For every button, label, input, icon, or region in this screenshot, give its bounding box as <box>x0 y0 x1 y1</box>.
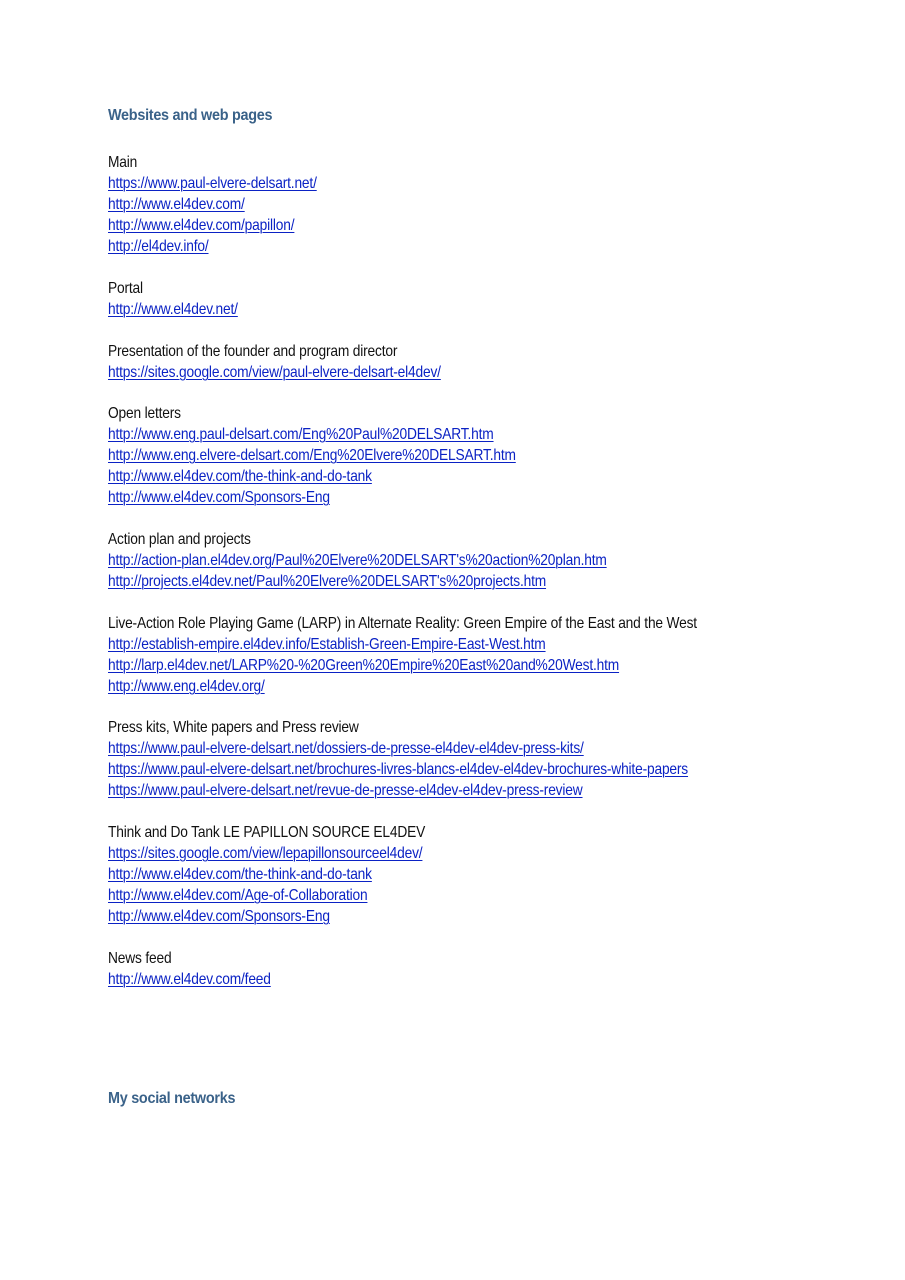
link[interactable]: http://www.el4dev.net/ <box>108 301 238 318</box>
section-label: Presentation of the founder and program director <box>108 343 398 360</box>
section-portal <box>108 278 259 320</box>
link[interactable]: http://www.eng.paul-delsart.com/Eng%20Paul%20DELSART.htm <box>108 426 494 443</box>
link[interactable]: http://www.el4dev.com/Sponsors-Eng <box>108 908 330 925</box>
heading-social-networks: My social networks <box>108 1090 236 1107</box>
link[interactable]: http://action-plan.el4dev.org/Paul%20Elvere%20DELSART's%20action%20plan.htm <box>108 552 607 569</box>
section-label: Main <box>108 154 138 171</box>
link[interactable]: http://www.eng.elvere-delsart.com/Eng%20Elvere%20DELSART.htm <box>108 447 516 464</box>
section-think-tank <box>108 822 477 927</box>
link[interactable]: http://projects.el4dev.net/Paul%20Elvere%20DELSART's%20projects.htm <box>108 573 547 590</box>
section-open-letters <box>108 403 582 508</box>
link[interactable]: http://www.el4dev.com/Sponsors-Eng <box>108 489 330 506</box>
section-label: Think and Do Tank LE PAPILLON SOURCE EL4DEV <box>108 824 426 841</box>
section-press <box>108 717 782 801</box>
section-label: News feed <box>108 950 172 967</box>
heading-websites: Websites and web pages <box>108 107 273 124</box>
link[interactable]: http://el4dev.info/ <box>108 238 209 255</box>
link[interactable]: http://establish-empire.el4dev.info/Establish-Green-Empire-East-West.htm <box>108 636 546 653</box>
section-label: Portal <box>108 280 143 297</box>
link[interactable]: http://www.el4dev.com/Age-of-Collaboration <box>108 887 368 904</box>
section-label: Action plan and projects <box>108 531 251 548</box>
link[interactable]: https://www.paul-elvere-delsart.net/ <box>108 175 317 192</box>
section-main <box>108 152 351 257</box>
section-action-plan <box>108 529 688 592</box>
link[interactable]: http://www.el4dev.com/feed <box>108 971 271 988</box>
link[interactable]: https://sites.google.com/view/paul-elvere-delsart-el4dev/ <box>108 364 441 381</box>
section-label: Open letters <box>108 405 181 422</box>
link[interactable]: https://www.paul-elvere-delsart.net/brochures-livres-blancs-el4dev-el4dev-brochures-white-papers <box>108 761 689 778</box>
link[interactable]: https://www.paul-elvere-delsart.net/dossiers-de-presse-el4dev-el4dev-press-kits/ <box>108 740 584 757</box>
link[interactable]: http://www.eng.el4dev.org/ <box>108 678 265 695</box>
link[interactable]: http://www.el4dev.com/the-think-and-do-tank <box>108 866 372 883</box>
section-larp <box>108 613 793 697</box>
link[interactable]: https://www.paul-elvere-delsart.net/revue-de-presse-el4dev-el4dev-press-review <box>108 782 583 799</box>
section-label: Live-Action Role Playing Game (LARP) in Alternate Reality: Green Empire of the East and the West <box>108 615 697 632</box>
link[interactable]: http://www.el4dev.com/papillon/ <box>108 217 295 234</box>
section-news-feed <box>108 948 297 990</box>
link[interactable]: https://sites.google.com/view/lepapillonsourceel4dev/ <box>108 845 423 862</box>
section-founder <box>108 341 495 383</box>
section-label: Press kits, White papers and Press review <box>108 719 359 736</box>
link[interactable]: http://www.el4dev.com/the-think-and-do-tank <box>108 468 372 485</box>
link[interactable]: http://larp.el4dev.net/LARP%20-%20Green%20Empire%20East%20and%20West.htm <box>108 657 620 674</box>
link[interactable]: http://www.el4dev.com/ <box>108 196 245 213</box>
